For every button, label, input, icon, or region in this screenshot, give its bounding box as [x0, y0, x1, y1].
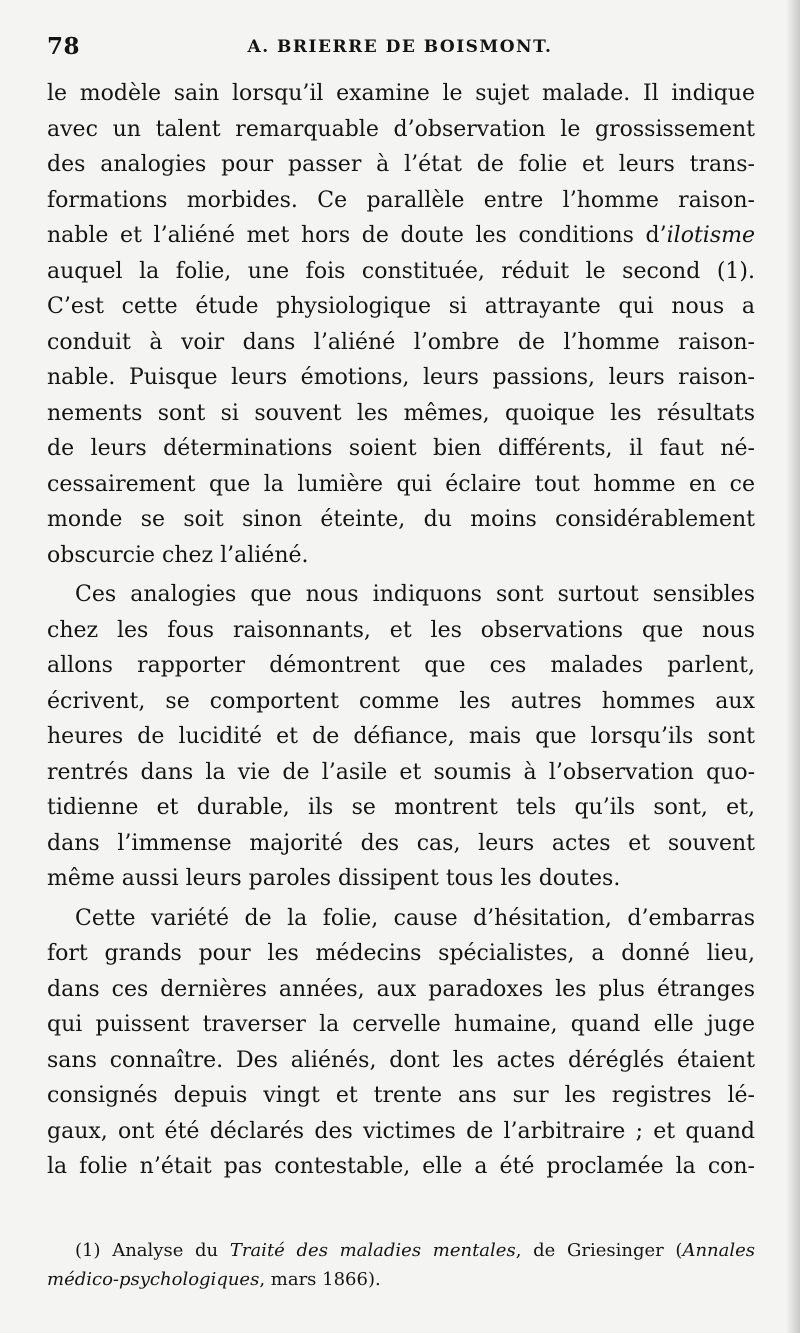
text-line: allons rapporter démontrent que ces malades parlent, — [47, 653, 755, 678]
text-line: des analogies pour passer à l’état de folie et leurs trans- — [47, 152, 755, 177]
text-line: fort grands pour les médecins spécialistes, a donné lieu, — [47, 941, 755, 966]
text-span: nable et l’aliéné met hors de doute les conditions d’ — [47, 223, 667, 248]
text-line: sans connaître. Des aliénés, dont les actes déréglés étaient — [47, 1047, 755, 1073]
text-line: le modèle sain lorsqu’il examine le sujet malade. Il indique — [47, 81, 755, 106]
page-edge-shadow — [786, 0, 800, 1333]
footnote-journal: médico-psychologiques — [47, 1269, 260, 1290]
text-line: Cette variété de la folie, cause d’hésitation, d’embarras — [75, 905, 755, 931]
footnote-text: , de Griesinger ( — [515, 1240, 683, 1261]
text-line: rentrés dans la vie de l’asile et soumis à l’observation quo- — [47, 759, 755, 785]
text-line: écrivent, se comportent comme les autres hommes aux — [47, 688, 755, 714]
footnote-line — [47, 1265, 755, 1294]
text-line: dans ces dernières années, aux paradoxes les plus étranges — [47, 976, 755, 1002]
footnote-text: Analyse du — [112, 1240, 230, 1261]
text-line: la folie n’était pas contestable, elle a été proclamée la con- — [47, 1154, 755, 1179]
page-number: 78 — [47, 33, 81, 60]
text-line: auquel la folie, une fois constituée, réduit le second (1). — [47, 258, 755, 284]
page-header — [47, 33, 753, 67]
text-line: heures de lucidité et de défiance, mais que lorsqu’ils sont — [47, 724, 755, 749]
text-line: qui puissent traverser la cervelle humaine, quand elle juge — [47, 1012, 755, 1037]
text-line: tidienne et durable, ils se montrent tels qu’ils sont, et, — [47, 795, 755, 820]
text-line: gaux, ont été déclarés des victimes de l’arbitraire ; et quand — [47, 1118, 755, 1144]
running-head: A. BRIERRE DE BOISMONT. — [247, 37, 553, 57]
text-line: formations morbides. Ce parallèle entre l’homme raison- — [47, 187, 755, 213]
text-line: cessairement que la lumière qui éclaire tout homme en ce — [47, 471, 755, 497]
text-line: de leurs déterminations soient bien différents, il faut né- — [47, 436, 755, 461]
footnote-book-title: Traité des maladies mentales — [229, 1240, 516, 1261]
text-line: nable. Puisque leurs émotions, leurs passions, leurs raison- — [47, 365, 755, 390]
text-line: Ces analogies que nous indiquons sont surtout sensibles — [75, 582, 755, 607]
text-line: obscurcie chez l’aliéné. — [47, 542, 309, 568]
text-line: chez les fous raisonnants, et les observations que nous — [47, 617, 755, 643]
text-line — [47, 218, 755, 254]
italic-term: ilotisme — [666, 223, 755, 248]
text-line: avec un talent remarquable d’observation le grossissement — [47, 116, 755, 142]
footnote-text: , mars 1866). — [259, 1269, 381, 1290]
text-line: même aussi leurs paroles dissipent tous les doutes. — [47, 866, 621, 891]
text-line: nements sont si souvent les mêmes, quoique les résultats — [47, 400, 755, 426]
text-line: C’est cette étude physiologique si attrayante qui nous a — [47, 294, 755, 319]
footnote-journal: Annales — [682, 1240, 756, 1261]
footnote-marker: (1) — [75, 1240, 101, 1261]
footnote-line — [47, 1236, 755, 1265]
text-line: dans l’immense majorité des cas, leurs actes et souvent — [47, 830, 755, 856]
footnote — [47, 1236, 755, 1294]
body-text — [47, 76, 755, 1185]
text-line: conduit à voir dans l’aliéné l’ombre de l’homme raison- — [47, 329, 755, 355]
text-line: consignés depuis vingt et trente ans sur les registres lé- — [47, 1083, 755, 1108]
text-line: monde se soit sinon éteinte, du moins considérablement — [47, 507, 755, 532]
